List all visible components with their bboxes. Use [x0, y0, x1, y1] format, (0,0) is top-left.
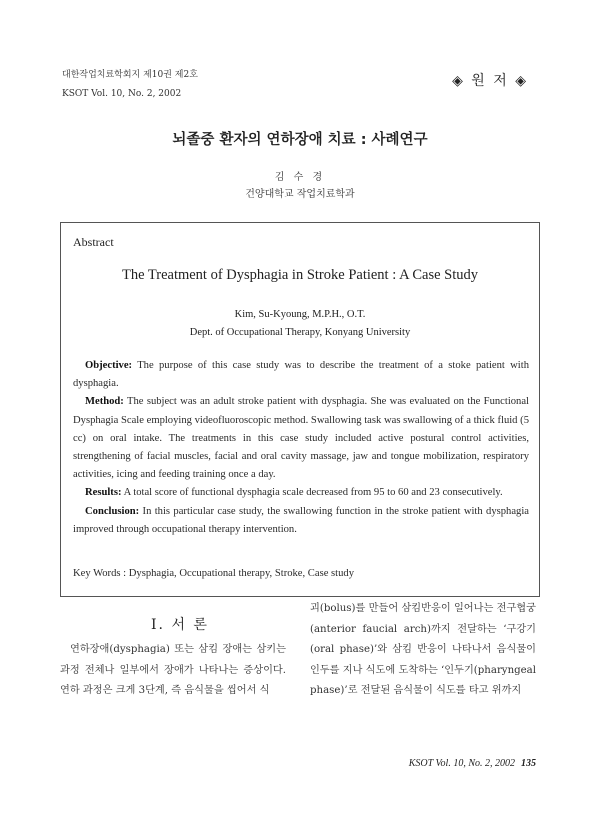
intro-paragraph-left: 연하장애(dysphagia) 또는 삼킴 장애는 삼키는 과정 전체나 일부에서 장애가 나타나는 증상이다. 연하 과정은 크게 3단계, 즉 음식물을 씹어서 식: [60, 644, 286, 696]
author-english: Kim, Su-Kyoung, M.P.H., O.T.: [234, 309, 366, 320]
abstract-objective: [73, 357, 529, 393]
method-label: Method:: [85, 396, 124, 408]
keywords-list: Dysphagia, Occupational therapy, Stroke, Case study: [128, 568, 355, 579]
abstract-results: [73, 484, 529, 502]
results-label: Results:: [85, 487, 122, 499]
affiliation-korean: 건양대학교 작업치료학과: [245, 189, 355, 200]
abstract-method: [73, 393, 529, 484]
journal-header: [62, 66, 198, 104]
paper-title-english: The Treatment of Dysphagia in Stroke Patient : A Case Study: [121, 267, 479, 283]
objective-label: Objective:: [85, 360, 133, 371]
abstract-body: [73, 357, 529, 539]
paper-title-korean: 뇌졸중 환자의 연하장애 치료 : 사례연구: [172, 132, 428, 148]
journal-name-korean: 대한작업치료학회지 제10권 제2호: [62, 70, 198, 80]
body-text-left-column: [60, 640, 286, 702]
section-heading-introduction: Ⅰ. 서 론: [151, 617, 209, 633]
conclusion-label: Conclusion:: [85, 505, 140, 517]
abstract-conclusion: [73, 503, 529, 539]
conclusion-text: In this particular case study, the swallowing function in the stroke patient with dysphagia improved through occupational therapy intervention.: [73, 505, 529, 535]
body-text-right-column: [310, 599, 536, 702]
keywords: [73, 568, 354, 579]
results-text: A total score of functional dysphagia scale decreased from 95 to 60 and 23 consecutively.: [121, 487, 503, 499]
objective-text: The purpose of this case study was to describe the treatment of a stoke patient with dysphagia.: [73, 360, 529, 390]
intro-paragraph-right: 괴(bolus)를 만들어 삼킴반응이 일어나는 전구협궁(anterior faucial arch)까지 전달하는 ‘구강기(oral phase)’와 삼킴 반응이 나타나서 음식물이 인두를 지나 식도에 도착하는 ‘인두기(pharyngeal phase)’로 전달된 음식물이 식도를 타고 위까지: [310, 603, 537, 696]
author-korean: 김 수 경: [274, 172, 326, 183]
keywords-label: Key Words :: [73, 568, 129, 579]
journal-name-english: KSOT Vol. 10, No. 2, 2002: [62, 89, 182, 99]
method-text: The subject was an adult stroke patient with dysphagia. She was evaluated on the Functional Dysphagia Scale employing videofluoroscopic method. Swallowing task was swallowing of a thick fluid (5 cc) on oral intake. The treatments in this case study included active postural control activities, strengthening of facial muscles, facial and oral cavity massage, jaw and tongue mobilization, respiratory activities, icing and feeding training once a day.: [73, 396, 529, 481]
page-footer: [409, 758, 536, 769]
article-type-label: ◈ 원 저 ◈: [452, 73, 528, 89]
affiliation-english: Dept. of Occupational Therapy, Konyang University: [189, 327, 411, 338]
abstract-label: Abstract: [73, 235, 114, 249]
footer-citation: KSOT Vol. 10, No. 2, 2002: [408, 758, 515, 769]
abstract-box: [60, 222, 540, 597]
page-number: 135: [521, 758, 536, 769]
